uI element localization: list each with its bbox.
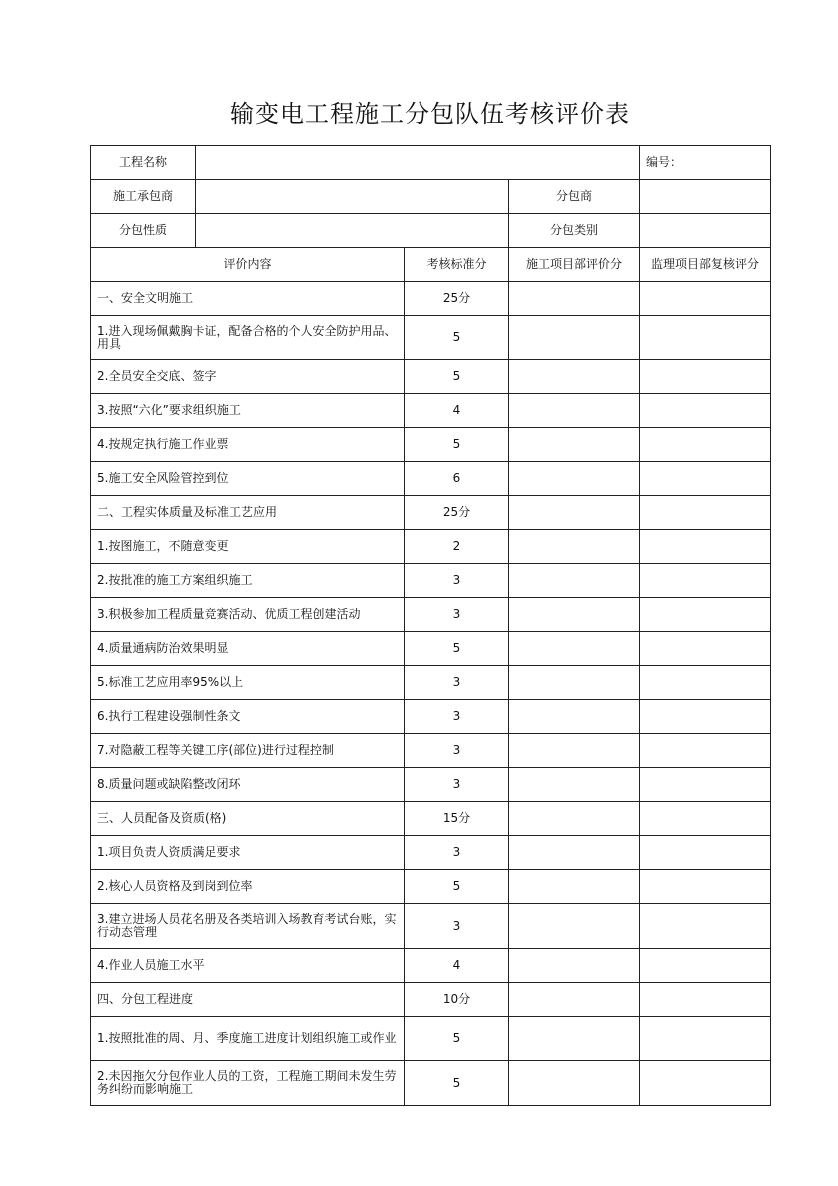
evaluation-content: 4.质量通病防治效果明显 xyxy=(91,632,405,666)
evaluation-content: 5.施工安全风险管控到位 xyxy=(91,462,405,496)
contractor-label: 施工承包商 xyxy=(91,180,196,214)
evaluation-content: 1.按图施工，不随意变更 xyxy=(91,530,405,564)
construction-score-cell[interactable] xyxy=(509,768,640,802)
supervision-score-cell[interactable] xyxy=(640,1061,771,1106)
standard-score: 3 xyxy=(405,564,509,598)
supervision-score-cell[interactable] xyxy=(640,768,771,802)
header-row xyxy=(91,248,771,282)
table-row xyxy=(91,870,771,904)
table-row xyxy=(91,836,771,870)
construction-score-cell[interactable] xyxy=(509,462,640,496)
evaluation-content: 1.项目负责人资质满足要求 xyxy=(91,836,405,870)
standard-score: 2 xyxy=(405,530,509,564)
supervision-score-cell[interactable] xyxy=(640,1017,771,1061)
supervision-score-cell[interactable] xyxy=(640,462,771,496)
table-row xyxy=(91,316,771,360)
evaluation-content: 3.按照“六化”要求组织施工 xyxy=(91,394,405,428)
standard-score: 4 xyxy=(405,394,509,428)
standard-score: 3 xyxy=(405,598,509,632)
supervision-score-cell[interactable] xyxy=(640,666,771,700)
standard-score: 25分 xyxy=(405,496,509,530)
evaluation-content: 1.进入现场佩戴胸卡证，配备合格的个人安全防护用品、用具 xyxy=(91,316,405,360)
evaluation-content: 3.建立进场人员花名册及各类培训入场教育考试台账，实行动态管理 xyxy=(91,904,405,949)
header-content: 评价内容 xyxy=(91,248,405,282)
evaluation-content: 2.核心人员资格及到岗到位率 xyxy=(91,870,405,904)
standard-score: 3 xyxy=(405,836,509,870)
construction-score-cell[interactable] xyxy=(509,1061,640,1106)
supervision-score-cell[interactable] xyxy=(640,530,771,564)
standard-score: 5 xyxy=(405,316,509,360)
supervision-score-cell[interactable] xyxy=(640,282,771,316)
table-row xyxy=(91,360,771,394)
category-value[interactable] xyxy=(640,214,771,248)
table-row xyxy=(91,802,771,836)
supervision-score-cell[interactable] xyxy=(640,496,771,530)
evaluation-content: 1.按照批准的周、月、季度施工进度计划组织施工或作业 xyxy=(91,1017,405,1061)
evaluation-content: 2.按批准的施工方案组织施工 xyxy=(91,564,405,598)
standard-score: 15分 xyxy=(405,802,509,836)
standard-score: 3 xyxy=(405,666,509,700)
evaluation-content: 2.未因拖欠分包作业人员的工资，工程施工期间未发生劳务纠纷而影响施工 xyxy=(91,1061,405,1106)
standard-score: 3 xyxy=(405,904,509,949)
construction-score-cell[interactable] xyxy=(509,836,640,870)
table-row xyxy=(91,768,771,802)
serial-label: 编号： xyxy=(640,146,771,180)
table-row xyxy=(91,632,771,666)
category-label: 分包类别 xyxy=(509,214,640,248)
supervision-score-cell[interactable] xyxy=(640,904,771,949)
construction-score-cell[interactable] xyxy=(509,1017,640,1061)
construction-score-cell[interactable] xyxy=(509,949,640,983)
table-row xyxy=(91,700,771,734)
table-row xyxy=(91,282,771,316)
table-row xyxy=(91,394,771,428)
evaluation-content: 3.积极参加工程质量竞赛活动、优质工程创建活动 xyxy=(91,598,405,632)
evaluation-content: 4.作业人员施工水平 xyxy=(91,949,405,983)
table-row xyxy=(91,496,771,530)
evaluation-content: 二、工程实体质量及标准工艺应用 xyxy=(91,496,405,530)
standard-score: 5 xyxy=(405,360,509,394)
standard-score: 25分 xyxy=(405,282,509,316)
construction-score-cell[interactable] xyxy=(509,802,640,836)
project-name-row xyxy=(91,146,771,180)
contractor-value[interactable] xyxy=(196,180,509,214)
supervision-score-cell[interactable] xyxy=(640,316,771,360)
table-row xyxy=(91,666,771,700)
standard-score: 5 xyxy=(405,632,509,666)
header-standard-score: 考核标准分 xyxy=(405,248,509,282)
evaluation-content: 四、分包工程进度 xyxy=(91,983,405,1017)
table-row xyxy=(91,734,771,768)
contractor-row xyxy=(91,180,771,214)
construction-score-cell[interactable] xyxy=(509,904,640,949)
evaluation-content: 一、安全文明施工 xyxy=(91,282,405,316)
construction-score-cell[interactable] xyxy=(509,530,640,564)
table-row xyxy=(91,904,771,949)
standard-score: 10分 xyxy=(405,983,509,1017)
construction-score-cell[interactable] xyxy=(509,666,640,700)
standard-score: 5 xyxy=(405,870,509,904)
supervision-score-cell[interactable] xyxy=(640,983,771,1017)
construction-score-cell[interactable] xyxy=(509,564,640,598)
table-row xyxy=(91,530,771,564)
standard-score: 3 xyxy=(405,768,509,802)
supervision-score-cell[interactable] xyxy=(640,564,771,598)
construction-score-cell[interactable] xyxy=(509,360,640,394)
construction-score-cell[interactable] xyxy=(509,496,640,530)
supervision-score-cell[interactable] xyxy=(640,428,771,462)
header-construction-score: 施工项目部评价分 xyxy=(509,248,640,282)
table-row xyxy=(91,1017,771,1061)
construction-score-cell[interactable] xyxy=(509,598,640,632)
project-name-label: 工程名称 xyxy=(91,146,196,180)
construction-score-cell[interactable] xyxy=(509,428,640,462)
evaluation-content: 4.按规定执行施工作业票 xyxy=(91,428,405,462)
construction-score-cell[interactable] xyxy=(509,282,640,316)
construction-score-cell[interactable] xyxy=(509,700,640,734)
supervision-score-cell[interactable] xyxy=(640,802,771,836)
evaluation-content: 三、人员配备及资质(格) xyxy=(91,802,405,836)
nature-row xyxy=(91,214,771,248)
project-name-value[interactable] xyxy=(196,146,640,180)
page-title: 输变电工程施工分包队伍考核评价表 xyxy=(230,100,630,128)
nature-label: 分包性质 xyxy=(91,214,196,248)
construction-score-cell[interactable] xyxy=(509,632,640,666)
construction-score-cell[interactable] xyxy=(509,316,640,360)
standard-score: 3 xyxy=(405,734,509,768)
table-row xyxy=(91,598,771,632)
standard-score: 5 xyxy=(405,1017,509,1061)
construction-score-cell[interactable] xyxy=(509,983,640,1017)
supervision-score-cell[interactable] xyxy=(640,598,771,632)
header-supervision-score: 监理项目部复核评分 xyxy=(640,248,771,282)
evaluation-content: 7.对隐蔽工程等关键工序(部位)进行过程控制 xyxy=(91,734,405,768)
nature-value[interactable] xyxy=(196,214,509,248)
standard-score: 6 xyxy=(405,462,509,496)
supervision-score-cell[interactable] xyxy=(640,700,771,734)
standard-score: 5 xyxy=(405,428,509,462)
supervision-score-cell[interactable] xyxy=(640,949,771,983)
standard-score: 3 xyxy=(405,700,509,734)
supervision-score-cell[interactable] xyxy=(640,632,771,666)
evaluation-table xyxy=(90,145,771,1106)
table-row xyxy=(91,564,771,598)
subcontractor-value[interactable] xyxy=(640,180,771,214)
supervision-score-cell[interactable] xyxy=(640,870,771,904)
evaluation-content: 2.全员安全交底、签字 xyxy=(91,360,405,394)
standard-score: 5 xyxy=(405,1061,509,1106)
construction-score-cell[interactable] xyxy=(509,394,640,428)
evaluation-content: 5.标准工艺应用率95%以上 xyxy=(91,666,405,700)
supervision-score-cell[interactable] xyxy=(640,734,771,768)
construction-score-cell[interactable] xyxy=(509,734,640,768)
supervision-score-cell[interactable] xyxy=(640,836,771,870)
table-row xyxy=(91,462,771,496)
evaluation-content: 6.执行工程建设强制性条文 xyxy=(91,700,405,734)
table-row xyxy=(91,983,771,1017)
supervision-score-cell[interactable] xyxy=(640,360,771,394)
supervision-score-cell[interactable] xyxy=(640,394,771,428)
standard-score: 4 xyxy=(405,949,509,983)
subcontractor-label: 分包商 xyxy=(509,180,640,214)
table-row xyxy=(91,949,771,983)
table-row xyxy=(91,1061,771,1106)
evaluation-content: 8.质量问题或缺陷整改闭环 xyxy=(91,768,405,802)
table-row xyxy=(91,428,771,462)
construction-score-cell[interactable] xyxy=(509,870,640,904)
